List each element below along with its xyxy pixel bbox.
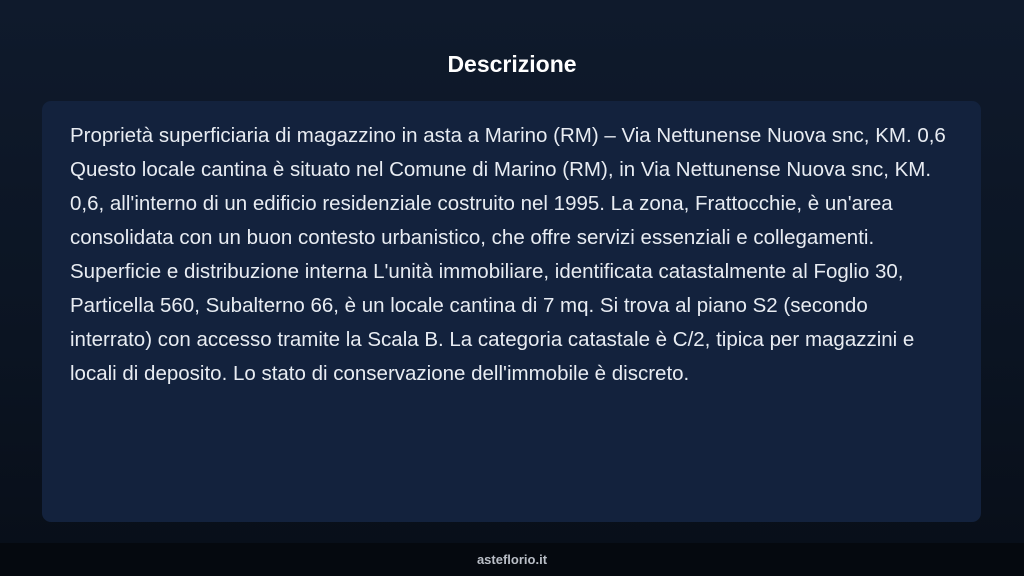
description-text: Proprietà superficiaria di magazzino in asta a Marino (RM) – Via Nettunense Nuova snc, KM. 0,6 Questo locale cantina è situato nel Comune di Marino (RM), in Via Nettunense Nuova snc, KM. 0,6, all'interno di un edificio residenziale costruito nel 1995. La zona, Frattocchie, è un'area consolidata con un buon contesto urbanistico, che offre servizi essenziali e collegamenti. Superficie e distribuzione interna L'unità immobiliare, identificata catastalmente al Foglio 30, Particella 560, Subalterno 66, è un locale cantina di 7 mq. Si trova al piano S2 (secondo interrato) con accesso tramite la Scala B. La categoria catastale è C/2, tipica per magazzini e locali di deposito. Lo stato di conservazione dell'immobile è discreto. [70,124,946,385]
footer-bar [0,543,1024,576]
footer-brand-link[interactable]: asteflorio.it [476,552,548,567]
description-card [42,101,981,522]
page-title: Descrizione [447,51,577,77]
